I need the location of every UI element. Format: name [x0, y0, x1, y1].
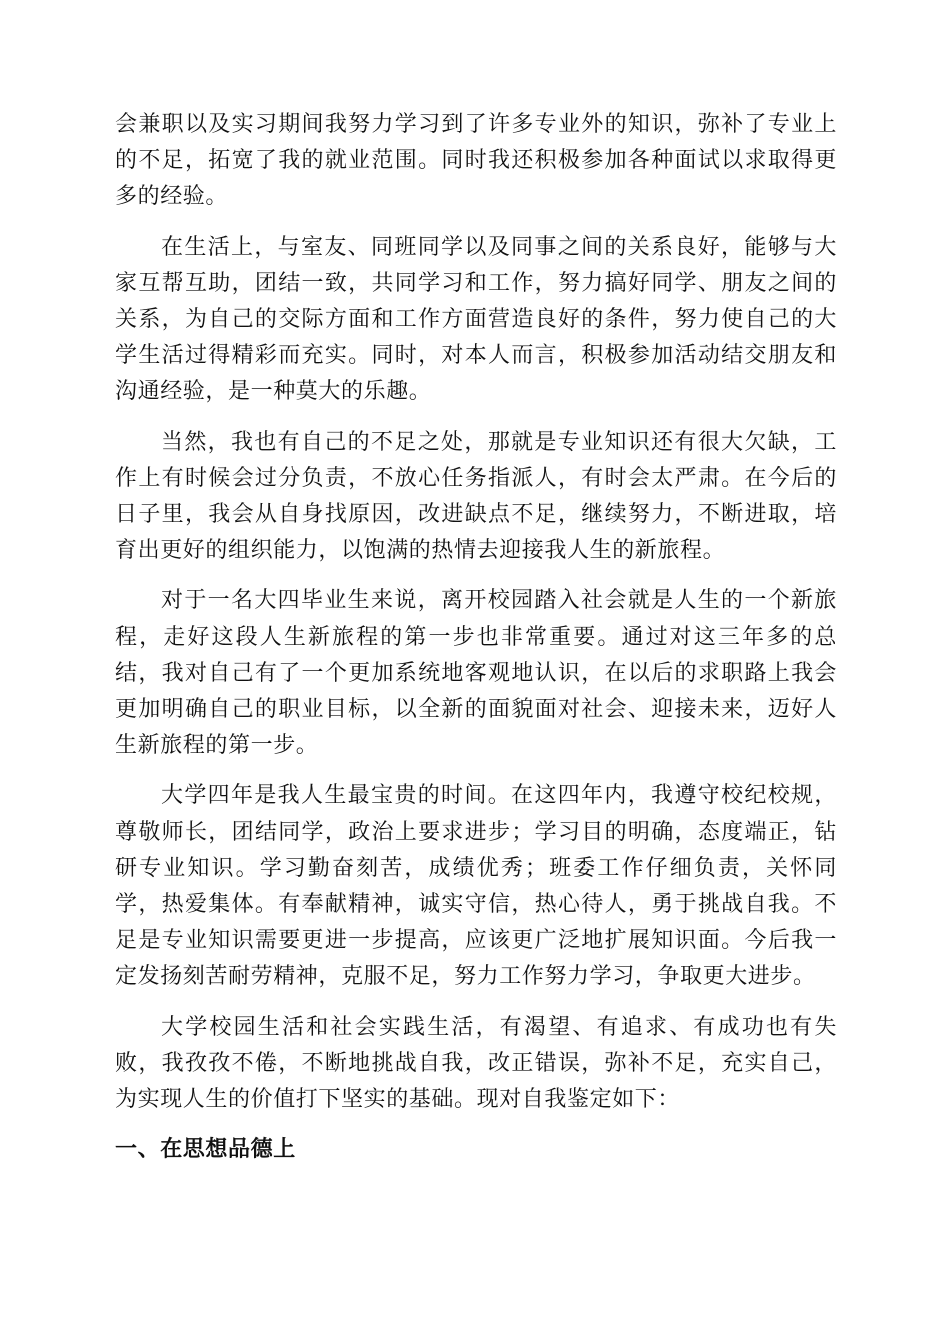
paragraph-four-years: 大学四年是我人生最宝贵的时间。在这四年内，我遵守校纪校规，尊敬师长，团结同学，政治上要求进步；学习目的明确，态度端正，钻研专业知识。学习勤奋刻苦，成绩优秀；班委工作仔细负责，关怀同学，热爱集体。有奉献精神，诚实守信，热心待人，勇于挑战自我。不足是专业知识需要更进一步提高，应该更广泛地扩展知识面。今后我一定发扬刻苦耐劳精神，克服不足，努力工作努力学习，争取更大进步。 [115, 783, 837, 990]
paragraph-new-journey: 对于一名大四毕业生来说，离开校园踏入社会就是人生的一个新旅程，走好这段人生新旅程的第一步也非常重要。通过对这三年多的总结，我对自己有了一个更加系统地客观地认识，在以后的求职路上我会更加明确自己的职业目标，以全新的面貌面对社会、迎接未来，迈好人生新旅程的第一步。 [115, 588, 837, 759]
paragraph-shortcomings: 当然，我也有自己的不足之处，那就是专业知识还有很大欠缺，工作上有时候会过分负责，不放心任务指派人，有时会太严肃。在今后的日子里，我会从自身找原因，改进缺点不足，继续努力，不断进取，培育出更好的组织能力，以饱满的热情去迎接我人生的新旅程。 [115, 429, 837, 564]
section-heading: 一、在思想品德上 [115, 1137, 296, 1163]
paragraph-life: 在生活上，与室友、同班同学以及同事之间的关系良好，能够与大家互帮互助，团结一致，共同学习和工作，努力搞好同学、朋友之间的关系，为自己的交际方面和工作方面营造良好的条件，努力使自己的大学生活过得精彩而充实。同时，对本人而言，积极参加活动结交朋友和沟通经验，是一种莫大的乐趣。 [115, 234, 837, 405]
paragraph-continuation: 会兼职以及实习期间我努力学习到了许多专业外的知识，弥补了专业上的不足，拓宽了我的就业范围。同时我还积极参加各种面试以求取得更多的经验。 [115, 112, 837, 210]
paragraph-self-appraisal-intro: 大学校园生活和社会实践生活，有渴望、有追求、有成功也有失败，我孜孜不倦，不断地挑战自我，改正错误，弥补不足，充实自己，为实现人生的价值打下坚实的基础。现对自我鉴定如下： [115, 1014, 837, 1113]
document-page [115, 107, 837, 1168]
